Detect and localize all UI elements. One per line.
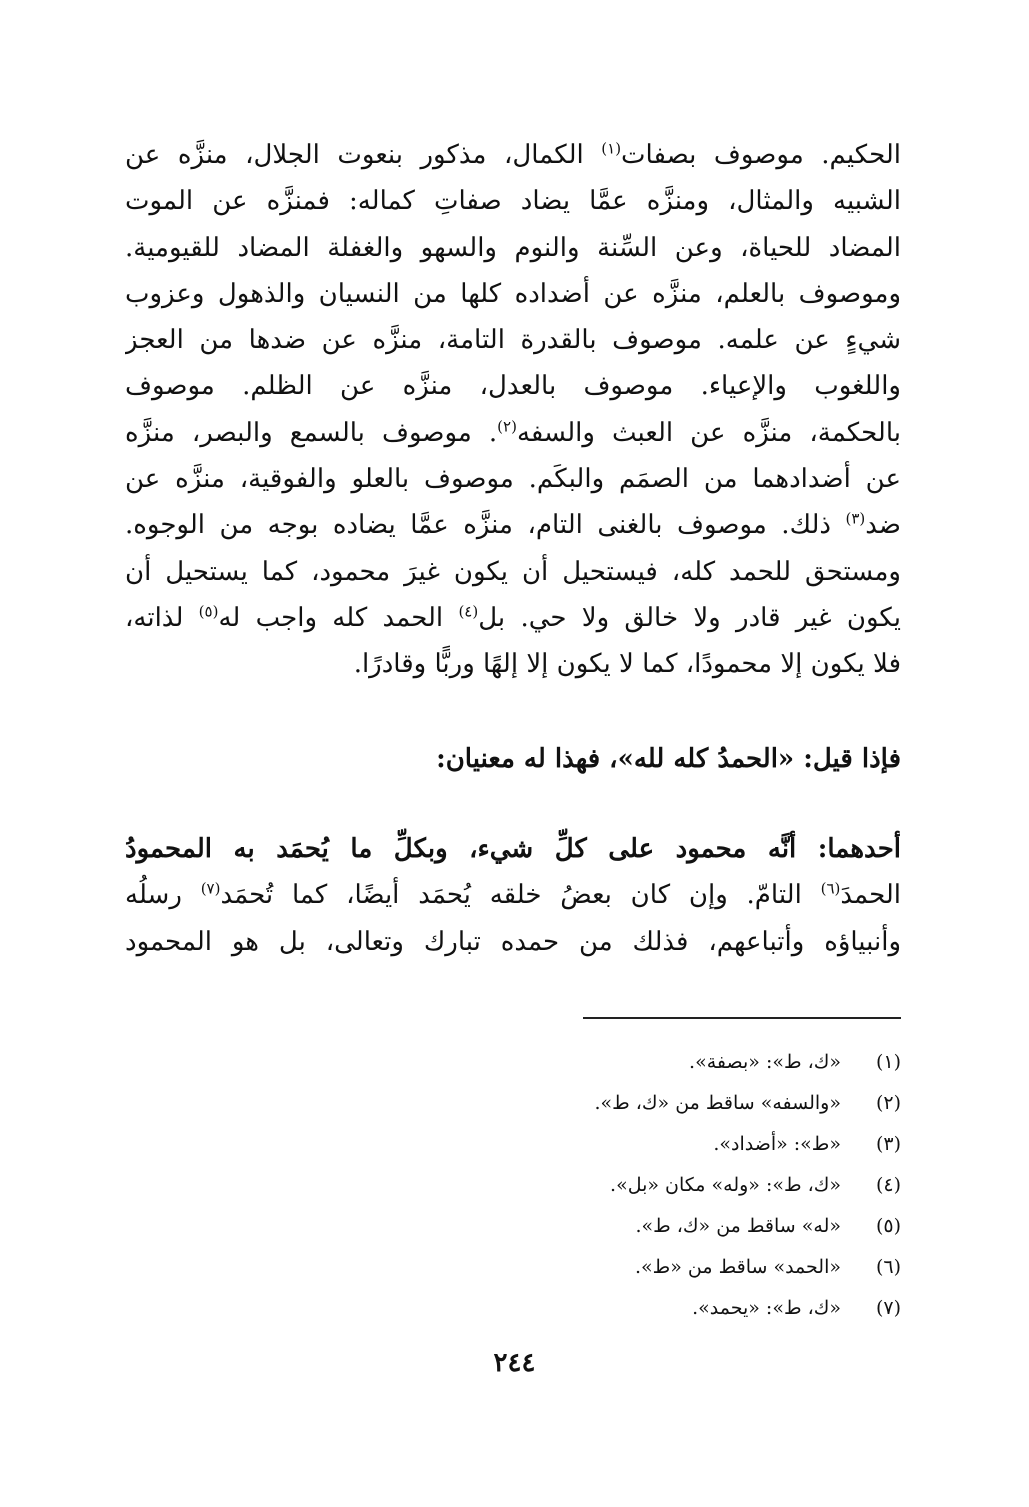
main-paragraph xyxy=(125,132,901,688)
text-line: وموصوف بالعلم، منزَّه عن أضداده كلها من النسيان والذهول وعزوب xyxy=(125,278,901,309)
text-line: بالحكمة، منزَّه عن العبث والسفه$^{(٢)}$. موصوف بالسمع والبصر، منزَّه xyxy=(125,417,901,448)
footnote-ref[interactable]: (٥) xyxy=(198,602,219,621)
footnote-text: «ك، ط»: «يحمد». xyxy=(692,1297,841,1319)
footnote-ref[interactable]: (٣) xyxy=(845,509,866,528)
footnote-ref[interactable]: (٧) xyxy=(200,879,221,898)
footnote-number: (٢) xyxy=(875,1092,901,1114)
footnote-item xyxy=(341,1124,901,1165)
first-meaning-paragraph xyxy=(125,826,901,965)
page-number: ٢٤٤ xyxy=(493,1348,536,1378)
text-line: أحدهما: أنَّه محمود على كلِّ شيء، وبكلِّ ما يُحمَد به المحمودُ xyxy=(125,834,901,864)
footnote-ref[interactable]: (١) xyxy=(601,139,622,158)
footnote-item xyxy=(341,1288,901,1329)
footnote-number: (١) xyxy=(875,1051,901,1073)
footnote-text: «ك، ط»: «بصفة». xyxy=(689,1051,841,1073)
question-paragraph xyxy=(125,736,901,782)
footnote-number: (٣) xyxy=(875,1133,901,1155)
text-line: الحمدَ$^{(٦)}$ التامّ. وإن كان بعضُ خلقه يُحمَد أيضًا، كما تُحمَد$^{(٧)}$ رسلُه xyxy=(125,879,901,911)
footnote-text: «والسفه» ساقط من «ك، ط». xyxy=(594,1092,841,1114)
footnote-text: «له» ساقط من «ك، ط». xyxy=(635,1215,841,1237)
footnote-number: (٧) xyxy=(875,1297,901,1319)
footnote-item xyxy=(341,1083,901,1124)
footnote-item xyxy=(341,1165,901,1206)
text-line: واللغوب والإعياء. موصوف بالعدل، منزَّه عن الظلم. موصوف xyxy=(125,371,901,402)
footnote-text: «الحمد» ساقط من «ط». xyxy=(635,1256,841,1278)
footnote-item xyxy=(341,1206,901,1247)
footnote-number: (٥) xyxy=(875,1215,901,1237)
text-line: وأنبياؤه وأتباعهم، فذلك من حمده تبارك وتعالى، بل هو المحمود xyxy=(125,926,901,957)
footnote-text: «ك، ط»: «وله» مكان «بل». xyxy=(610,1174,841,1196)
footnote-number: (٦) xyxy=(875,1256,901,1278)
footnote-separator xyxy=(583,1017,901,1019)
text-line: فإذا قيل: «الحمدُ كله لله»، فهذا له معنيان: xyxy=(436,744,901,774)
text-line: فلا يكون إلا محمودًا، كما لا يكون إلا إلهًا وربًّا وقادرًا. xyxy=(353,649,901,680)
text-line: ضد$^{(٣)}$ ذلك. موصوف بالغنى التام، منزَّه عمَّا يضاده بوجه من الوجوه. xyxy=(125,509,901,541)
footnote-item xyxy=(341,1042,901,1083)
text-line: شيءٍ عن علمه. موصوف بالقدرة التامة، منزَّه عن ضدها من العجز xyxy=(125,325,901,356)
footnotes-list xyxy=(341,1042,901,1329)
text-line: الحكيم. موصوف بصفات$^{(١)}$ الكمال، مذكور بنعوت الجلال، منزَّه عن xyxy=(125,139,901,170)
footnote-text: «ط»: «أضداد». xyxy=(713,1133,841,1155)
footnote-ref[interactable]: (٢) xyxy=(497,417,517,436)
text-line: المضاد للحياة، وعن السِّنة والنوم والسهو والغفلة المضاد للقيومية. xyxy=(125,232,901,263)
footnote-item xyxy=(341,1247,901,1288)
footnote-ref[interactable]: (٦) xyxy=(820,879,841,898)
footnote-ref[interactable]: (٤) xyxy=(458,602,479,621)
text-line: ومستحق للحمد كله، فيستحيل أن يكون غيرَ محمود، كما يستحيل أن xyxy=(125,556,901,587)
text-line: يكون غير قادر ولا خالق ولا حي. بل$^{(٤)}$ الحمد كله واجب له$^{(٥)}$ لذاته، xyxy=(125,602,901,633)
text-line: عن أضدادهما من الصمَم والبكَم. موصوف بالعلو والفوقية، منزَّه عن xyxy=(125,464,901,495)
text-line: الشبيه والمثال، ومنزَّه عمَّا يضاد صفاتِ كماله: فمنزَّه عن الموت xyxy=(125,186,901,217)
footnote-number: (٤) xyxy=(875,1174,901,1196)
